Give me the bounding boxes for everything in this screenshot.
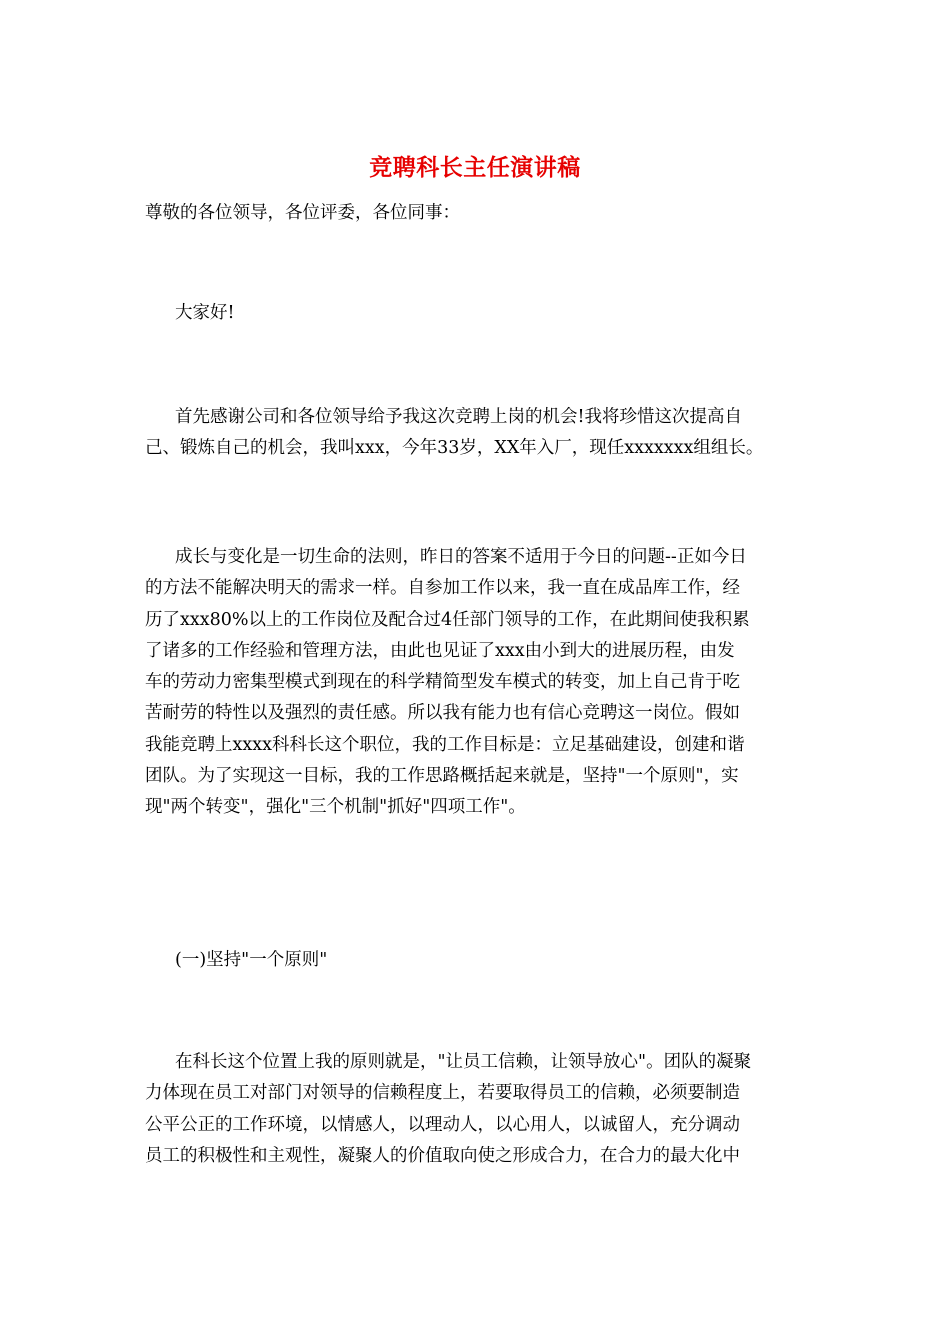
- paragraph-principle: [145, 1047, 805, 1172]
- paragraph-line: 的方法不能解决明天的需求一样。自参加工作以来，我一直在成品库工作，经: [145, 578, 740, 599]
- paragraph-line: 了诸多的工作经验和管理方法，由此也见证了xxx由小到大的进展历程，由发: [145, 640, 735, 661]
- paragraph-line: 车的劳动力密集型模式到现在的科学精简型发车模式的转变，加上自己肯于吃: [145, 672, 740, 693]
- paragraph-line: 首先感谢公司和各位领导给予我这次竞聘上岗的机会!我将珍惜这次提高自: [175, 407, 743, 427]
- paragraph-line: 团队。为了实现这一目标，我的工作思路概括起来就是，坚持"一个原则"，实: [145, 766, 739, 787]
- paragraph-line: 苦耐劳的特性以及强烈的责任感。所以我有能力也有信心竞聘这一岗位。假如: [145, 703, 740, 724]
- paragraph-growth: [145, 542, 805, 824]
- document-title: 竞聘科长主任演讲稿: [369, 154, 581, 181]
- greeting: 大家好!: [175, 303, 235, 323]
- paragraph-line: 历了xxx80%以上的工作岗位及配合过4任部门领导的工作，在此期间使我积累: [145, 609, 750, 630]
- section-heading: (一)坚持"一个原则": [175, 950, 328, 970]
- paragraph-line: 现"两个转变"，强化"三个机制"抓好"四项工作"。: [145, 797, 526, 818]
- salutation: 尊敬的各位领导，各位评委，各位同事：: [145, 203, 460, 223]
- paragraph-line: 力体现在员工对部门对领导的信赖程度上，若要取得员工的信赖，必须要制造: [145, 1083, 740, 1104]
- paragraph-line: 我能竞聘上xxxx科科长这个职位，我的工作目标是：立足基础建设，创建和谐: [145, 734, 745, 755]
- paragraph-line: 成长与变化是一切生命的法则，昨日的答案不适用于今日的问题--正如今日: [175, 547, 747, 567]
- paragraph-line: 己、锻炼自己的机会，我叫xxx，今年33岁，XX年入厂，现任xxxxxxx组组长。: [145, 438, 764, 459]
- paragraph-line: 在科长这个位置上我的原则就是，"让员工信赖，让领导放心"。团队的凝聚: [175, 1052, 752, 1072]
- paragraph-line: 公平公正的工作环境，以情感人，以理动人，以心用人，以诚留人，充分调动: [145, 1114, 740, 1135]
- paragraph-intro: [145, 402, 805, 465]
- paragraph-line: 员工的积极性和主观性，凝聚人的价值取向使之形成合力，在合力的最大化中: [145, 1145, 740, 1166]
